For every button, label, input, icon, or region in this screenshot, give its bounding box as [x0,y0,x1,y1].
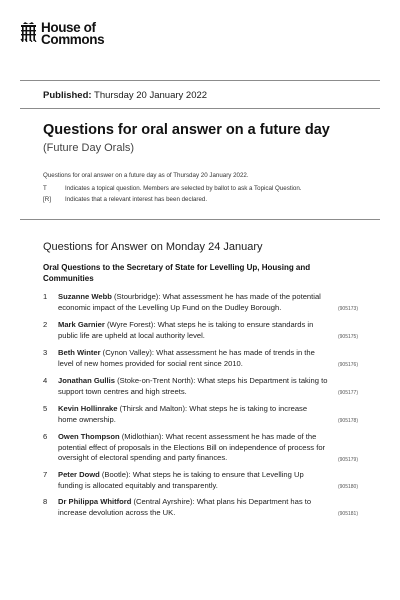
question-body [58,292,328,313]
question-number: 2 [43,320,48,329]
constituency: (Bootle): [101,470,131,479]
house-of-commons-logo [20,22,104,46]
key-text: Indicates that a relevant interest has been declared. [65,196,208,203]
question-number: 7 [43,470,48,479]
question-ref: (905176) [337,362,358,368]
member-name: Dr Philippa Whitford [58,497,132,506]
question-body [58,404,328,425]
question-number: 6 [43,432,48,441]
member-name: Jonathan Gullis [58,376,115,385]
question-text: What steps he is taking to increase home ownership. [58,404,308,424]
constituency: (Stoke-on-Trent North): [117,376,196,385]
key-symbol: [R] [43,196,51,203]
question-body [58,376,328,397]
question-ref: (905173) [337,306,358,312]
question-ref: (905181) [337,511,358,517]
question-number: 8 [43,497,48,506]
portcullis-icon [20,22,37,42]
published-date: Thursday 20 January 2022 [94,90,208,101]
question-number: 3 [43,348,48,357]
question-text: What assessment he has made of the potential economic impact of the Levelling Up Fund on the Dudley Borough. [58,292,321,312]
logo-line-1: House of [41,20,96,35]
logo-line-2: Commons [41,32,105,47]
published-line [43,90,207,101]
question-ref: (905180) [337,484,358,490]
question-text: What steps his Department is taking to support town centres and high streets. [58,376,328,396]
question-body [58,497,328,518]
question-ref: (905177) [337,390,358,396]
member-name: Owen Thompson [58,432,120,441]
question-body [58,432,328,464]
key-text: Indicates a topical question. Members are selected by ballot to ask a Topical Question. [65,185,302,192]
constituency: (Stourbridge): [114,292,161,301]
member-name: Suzanne Webb [58,292,112,301]
question-ref: (905178) [337,418,358,424]
question-body [58,320,328,341]
constituency: (Thirsk and Malton): [119,404,188,413]
constituency: (Midlothian): [121,432,164,441]
question-number: 1 [43,292,48,301]
key-symbol: T [43,185,47,192]
key-topical [43,185,302,192]
department-heading: Oral Questions to the Secretary of State for Levelling Up, Housing and Communities [43,263,311,283]
question-text: What plans his Department has to increase devolution across the UK. [58,497,312,517]
key-interest [43,196,207,203]
question-number: 4 [43,376,48,385]
question-text: What steps he is taking to ensure standards in public life are upheld at local authority level. [58,320,314,340]
intro-text: Questions for oral answer on a future day as of Thursday 20 January 2022. [43,172,249,179]
constituency: (Wyre Forest): [106,320,156,329]
member-name: Kevin Hollinrake [58,404,118,413]
question-number: 5 [43,404,48,413]
member-name: Beth Winter [58,348,101,357]
divider-top [20,80,380,81]
published-label: Published: [43,90,92,101]
question-text: What steps he is taking to ensure that Levelling Up funding is allocated equitably and transparently. [58,470,304,490]
logo-text [41,22,104,46]
question-ref: (905175) [337,334,358,340]
section-heading: Questions for Answer on Monday 24 January [43,241,263,253]
question-body [58,348,328,369]
page-subtitle: (Future Day Orals) [43,142,135,154]
question-body [58,470,328,491]
question-ref: (905179) [337,457,358,463]
question-text: What assessment he has made of trends in the level of new homes provided for social rent since 2010. [58,348,315,368]
constituency: (Central Ayrshire): [133,497,195,506]
member-name: Peter Dowd [58,470,100,479]
member-name: Mark Garnier [58,320,105,329]
constituency: (Cynon Valley): [102,348,155,357]
divider-key [20,219,380,220]
question-text: What recent assessment he has made of the potential effect of proposals in the Elections Bill on independence of process for oversight of electoral spending and party finances. [58,432,326,462]
page-title: Questions for oral answer on a future day [43,122,330,138]
divider-published [20,108,380,109]
